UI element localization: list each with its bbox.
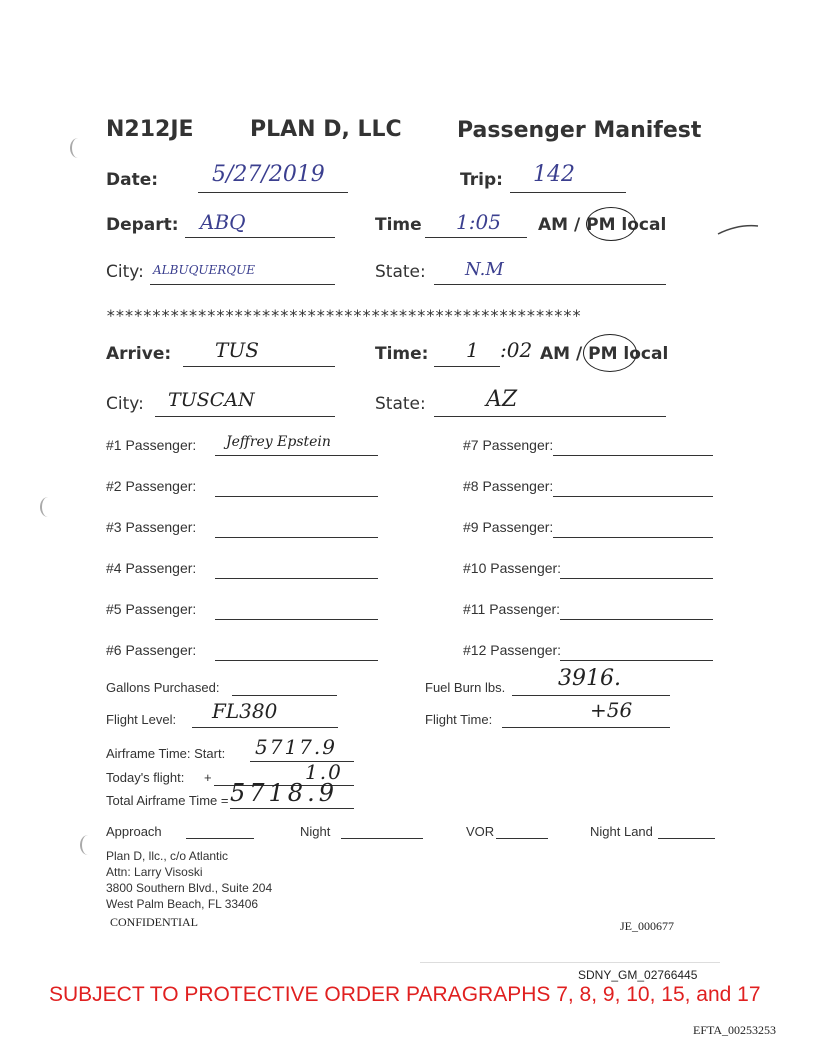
airframe-start-field[interactable]: 5717.9 <box>255 735 337 759</box>
arrive-state-line <box>434 416 666 417</box>
flight-level-field[interactable]: FL380 <box>212 699 278 723</box>
address-line: Attn: Larry Visoski <box>106 865 203 879</box>
passenger-2-field[interactable] <box>215 496 378 497</box>
passenger-9-field[interactable] <box>553 537 713 538</box>
date-line <box>198 192 348 193</box>
pm-circle <box>586 207 636 241</box>
passenger-label: #2 Passenger: <box>106 478 197 494</box>
depart-time-label: Time <box>375 215 422 235</box>
trip-label: Trip: <box>460 170 503 190</box>
depart-state-label: State: <box>375 262 426 282</box>
trip-line <box>510 192 626 193</box>
page-title: Passenger Manifest <box>457 118 702 143</box>
arrive-time-label: Time: <box>375 344 429 364</box>
trip-field[interactable]: 142 <box>533 162 575 187</box>
bates-number: SDNY_GM_02766445 <box>578 968 698 982</box>
gallons-field[interactable] <box>232 695 337 696</box>
arrive-field[interactable]: TUS <box>215 338 259 362</box>
passenger-label: #4 Passenger: <box>106 560 197 576</box>
passenger-label: #12 Passenger: <box>463 642 562 658</box>
arrive-time-hour[interactable]: 1 <box>466 338 479 362</box>
night-label: Night <box>300 824 331 839</box>
address-line: 3800 Southern Blvd., Suite 204 <box>106 881 273 895</box>
todays-flight-plus: + <box>204 770 212 785</box>
night-field[interactable] <box>341 838 423 839</box>
punch-mark <box>40 497 56 517</box>
arrive-ampm: AM / PM local <box>540 344 669 364</box>
depart-ampm: AM / PM local <box>538 215 667 235</box>
divider <box>420 962 720 963</box>
arrive-label: Arrive: <box>106 344 172 364</box>
pm-circle <box>583 334 637 372</box>
company-name: PLAN D, LLC <box>250 117 402 142</box>
passenger-label: #8 Passenger: <box>463 478 554 494</box>
flight-time-label: Flight Time: <box>425 712 493 727</box>
night-land-label: Night Land <box>590 824 653 839</box>
arrive-time-minutes[interactable]: :02 <box>500 338 533 362</box>
punch-mark <box>70 138 86 158</box>
depart-time-line <box>425 237 527 238</box>
depart-city-field[interactable]: ALBUQUERQUE <box>153 263 256 277</box>
separator: **************************************************** <box>106 306 581 325</box>
flight-level-label: Flight Level: <box>106 712 177 727</box>
arrive-state-label: State: <box>375 394 426 414</box>
arrive-state-field[interactable]: AZ <box>486 387 518 412</box>
flight-time-field[interactable]: +56 <box>590 698 633 722</box>
todays-flight-label: Today's flight: <box>106 770 185 785</box>
depart-label: Depart: <box>106 215 179 235</box>
passenger-3-field[interactable] <box>215 537 378 538</box>
approach-field[interactable] <box>186 838 254 839</box>
confidential-stamp: CONFIDENTIAL <box>110 915 198 929</box>
address-line: West Palm Beach, FL 33406 <box>106 897 259 911</box>
flight-level-line <box>192 727 338 728</box>
depart-state-field[interactable]: N.M <box>465 259 504 280</box>
date-field[interactable]: 5/27/2019 <box>212 162 325 187</box>
airframe-start-label: Airframe Time: Start: <box>106 746 226 761</box>
fuel-burn-line <box>512 695 670 696</box>
passenger-4-field[interactable] <box>215 578 378 579</box>
approach-label: Approach <box>106 824 162 839</box>
depart-line <box>185 237 335 238</box>
flight-time-line <box>502 727 670 728</box>
arrive-city-line <box>155 416 335 417</box>
address-line: Plan D, llc., c/o Atlantic <box>106 849 229 863</box>
passenger-label: #10 Passenger: <box>463 560 562 576</box>
passenger-12-field[interactable] <box>560 660 713 661</box>
arrive-city-field[interactable]: TUSCAN <box>168 389 255 411</box>
passenger-8-field[interactable] <box>553 496 713 497</box>
passenger-label: #3 Passenger: <box>106 519 197 535</box>
passenger-1-field[interactable]: Jeffrey Epstein <box>226 434 331 450</box>
todays-flight-field[interactable]: 1.0 <box>305 760 343 784</box>
passenger-label: #6 Passenger: <box>106 642 197 658</box>
passenger-5-field[interactable] <box>215 619 378 620</box>
tail-number: N212JE <box>106 117 194 142</box>
punch-mark <box>80 835 96 855</box>
passenger-label: #11 Passenger: <box>463 601 561 617</box>
passenger-10-field[interactable] <box>560 578 713 579</box>
depart-city-label: City: <box>106 262 144 282</box>
total-airframe-field[interactable]: 5718.9 <box>230 779 338 807</box>
gallons-label: Gallons Purchased: <box>106 680 220 695</box>
date-label: Date: <box>106 170 159 190</box>
passenger-label: #1 Passenger: <box>106 437 197 453</box>
arrive-time-line <box>434 366 500 367</box>
passenger-label: #9 Passenger: <box>463 519 554 535</box>
passenger-label: #7 Passenger: <box>463 437 554 453</box>
efta-number: EFTA_00253253 <box>693 1023 777 1037</box>
arrive-line <box>183 366 335 367</box>
protective-order-notice: SUBJECT TO PROTECTIVE ORDER PARAGRAPHS 7, 8, 9, 10, 15, and 17 <box>49 983 761 1006</box>
passenger-label: #5 Passenger: <box>106 601 197 617</box>
total-airframe-label: Total Airframe Time = <box>106 793 229 808</box>
arrive-city-label: City: <box>106 394 144 414</box>
vor-field[interactable] <box>496 838 548 839</box>
passenger-line <box>215 455 378 456</box>
depart-state-line <box>434 284 666 285</box>
fuel-burn-field[interactable]: 3916. <box>558 666 621 691</box>
total-airframe-line <box>230 808 354 809</box>
je-number: JE_000677 <box>620 919 674 933</box>
passenger-11-field[interactable] <box>560 619 713 620</box>
depart-city-line <box>150 284 335 285</box>
night-land-field[interactable] <box>658 838 715 839</box>
vor-label: VOR <box>466 824 495 839</box>
passenger-6-field[interactable] <box>215 660 378 661</box>
fuel-burn-label: Fuel Burn lbs. <box>425 680 506 695</box>
passenger-7-field[interactable] <box>553 455 713 456</box>
pen-stroke-icon <box>716 222 760 238</box>
depart-time-field[interactable]: 1:05 <box>456 210 501 234</box>
depart-field[interactable]: ABQ <box>200 210 246 234</box>
